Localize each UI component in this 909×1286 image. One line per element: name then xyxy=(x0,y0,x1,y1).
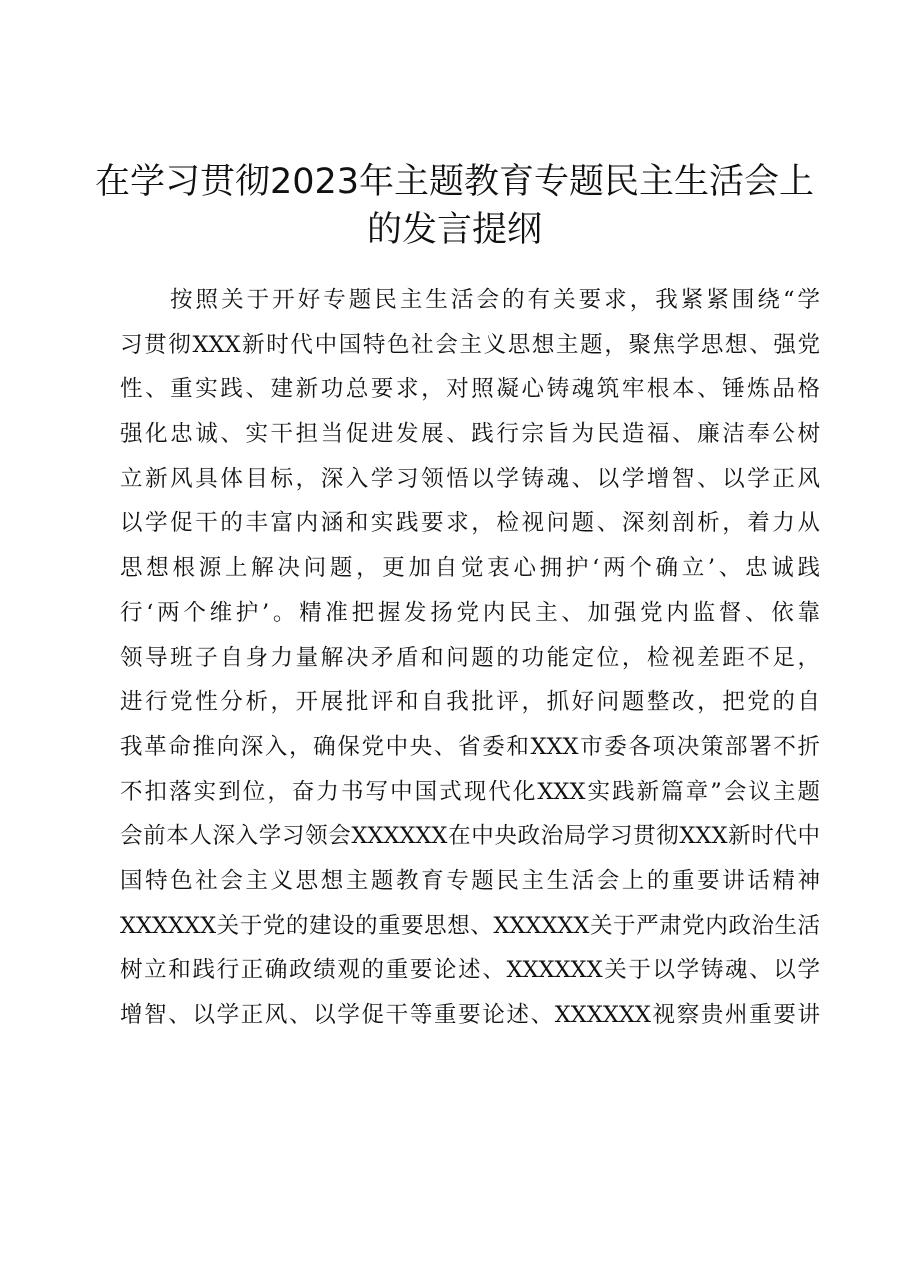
body-line: 以学促干的丰富内涵和实践要求，检视问题、深刻剖析，着力从 xyxy=(120,510,820,537)
document-title xyxy=(90,158,819,254)
body-line: 思想根源上解决问题，更加自觉衷心拥护‘两个确立’、忠诚践 xyxy=(120,555,820,582)
body-line: 增智、以学正风、以学促干等重要论述、XXXXXX视察贵州重要讲 xyxy=(120,1002,820,1028)
body-line: 进行党性分析，开展批评和自我批评，抓好问题整改，把党的自 xyxy=(120,689,820,716)
body-line: 国特色社会主义思想主题教育专题民主生活会上的重要讲话精神 xyxy=(120,867,820,894)
body-line: 习贯彻XXX新时代中国特色社会主义思想主题，聚焦学思想、强党 xyxy=(120,331,820,358)
title-line-1: 在学习贯彻2023年主题教育专题民主生活会上 xyxy=(94,162,815,202)
body-line: 树立和践行正确政绩观的重要论述、XXXXXX关于以学铸魂、以学 xyxy=(120,957,820,984)
body-line: XXXXXX关于党的建设的重要思想、XXXXXX关于严肃党内政治生活 xyxy=(120,912,820,939)
body-line: 我革命推向深入，确保党中央、省委和XXX市委各项决策部署不折 xyxy=(120,733,820,760)
body-line: 强化忠诚、实干担当促进发展、践行宗旨为民造福、廉洁奉公树 xyxy=(120,421,820,448)
body-line: 按照关于开好专题民主生活会的有关要求，我紧紧围绕“学 xyxy=(170,287,820,313)
body-line: 性、重实践、建新功总要求，对照凝心铸魂筑牢根本、锤炼品格 xyxy=(120,376,820,403)
body-line: 立新风具体目标，深入学习领悟以学铸魂、以学增智、以学正风 xyxy=(120,465,820,492)
document-body xyxy=(120,278,820,1038)
body-line: 领导班子自身力量解决矛盾和问题的功能定位，检视差距不足， xyxy=(120,644,820,671)
body-line: 不扣落实到位，奋力书写中国式现代化XXX实践新篇章”会议主题 xyxy=(120,778,820,805)
title-line-2: 的发言提纲 xyxy=(366,210,542,250)
body-line: 会前本人深入学习领会XXXXXX在中央政治局学习贯彻XXX新时代中 xyxy=(120,823,820,850)
body-line: 行‘两个维护’。精准把握发扬党内民主、加强党内监督、依靠 xyxy=(120,599,820,626)
